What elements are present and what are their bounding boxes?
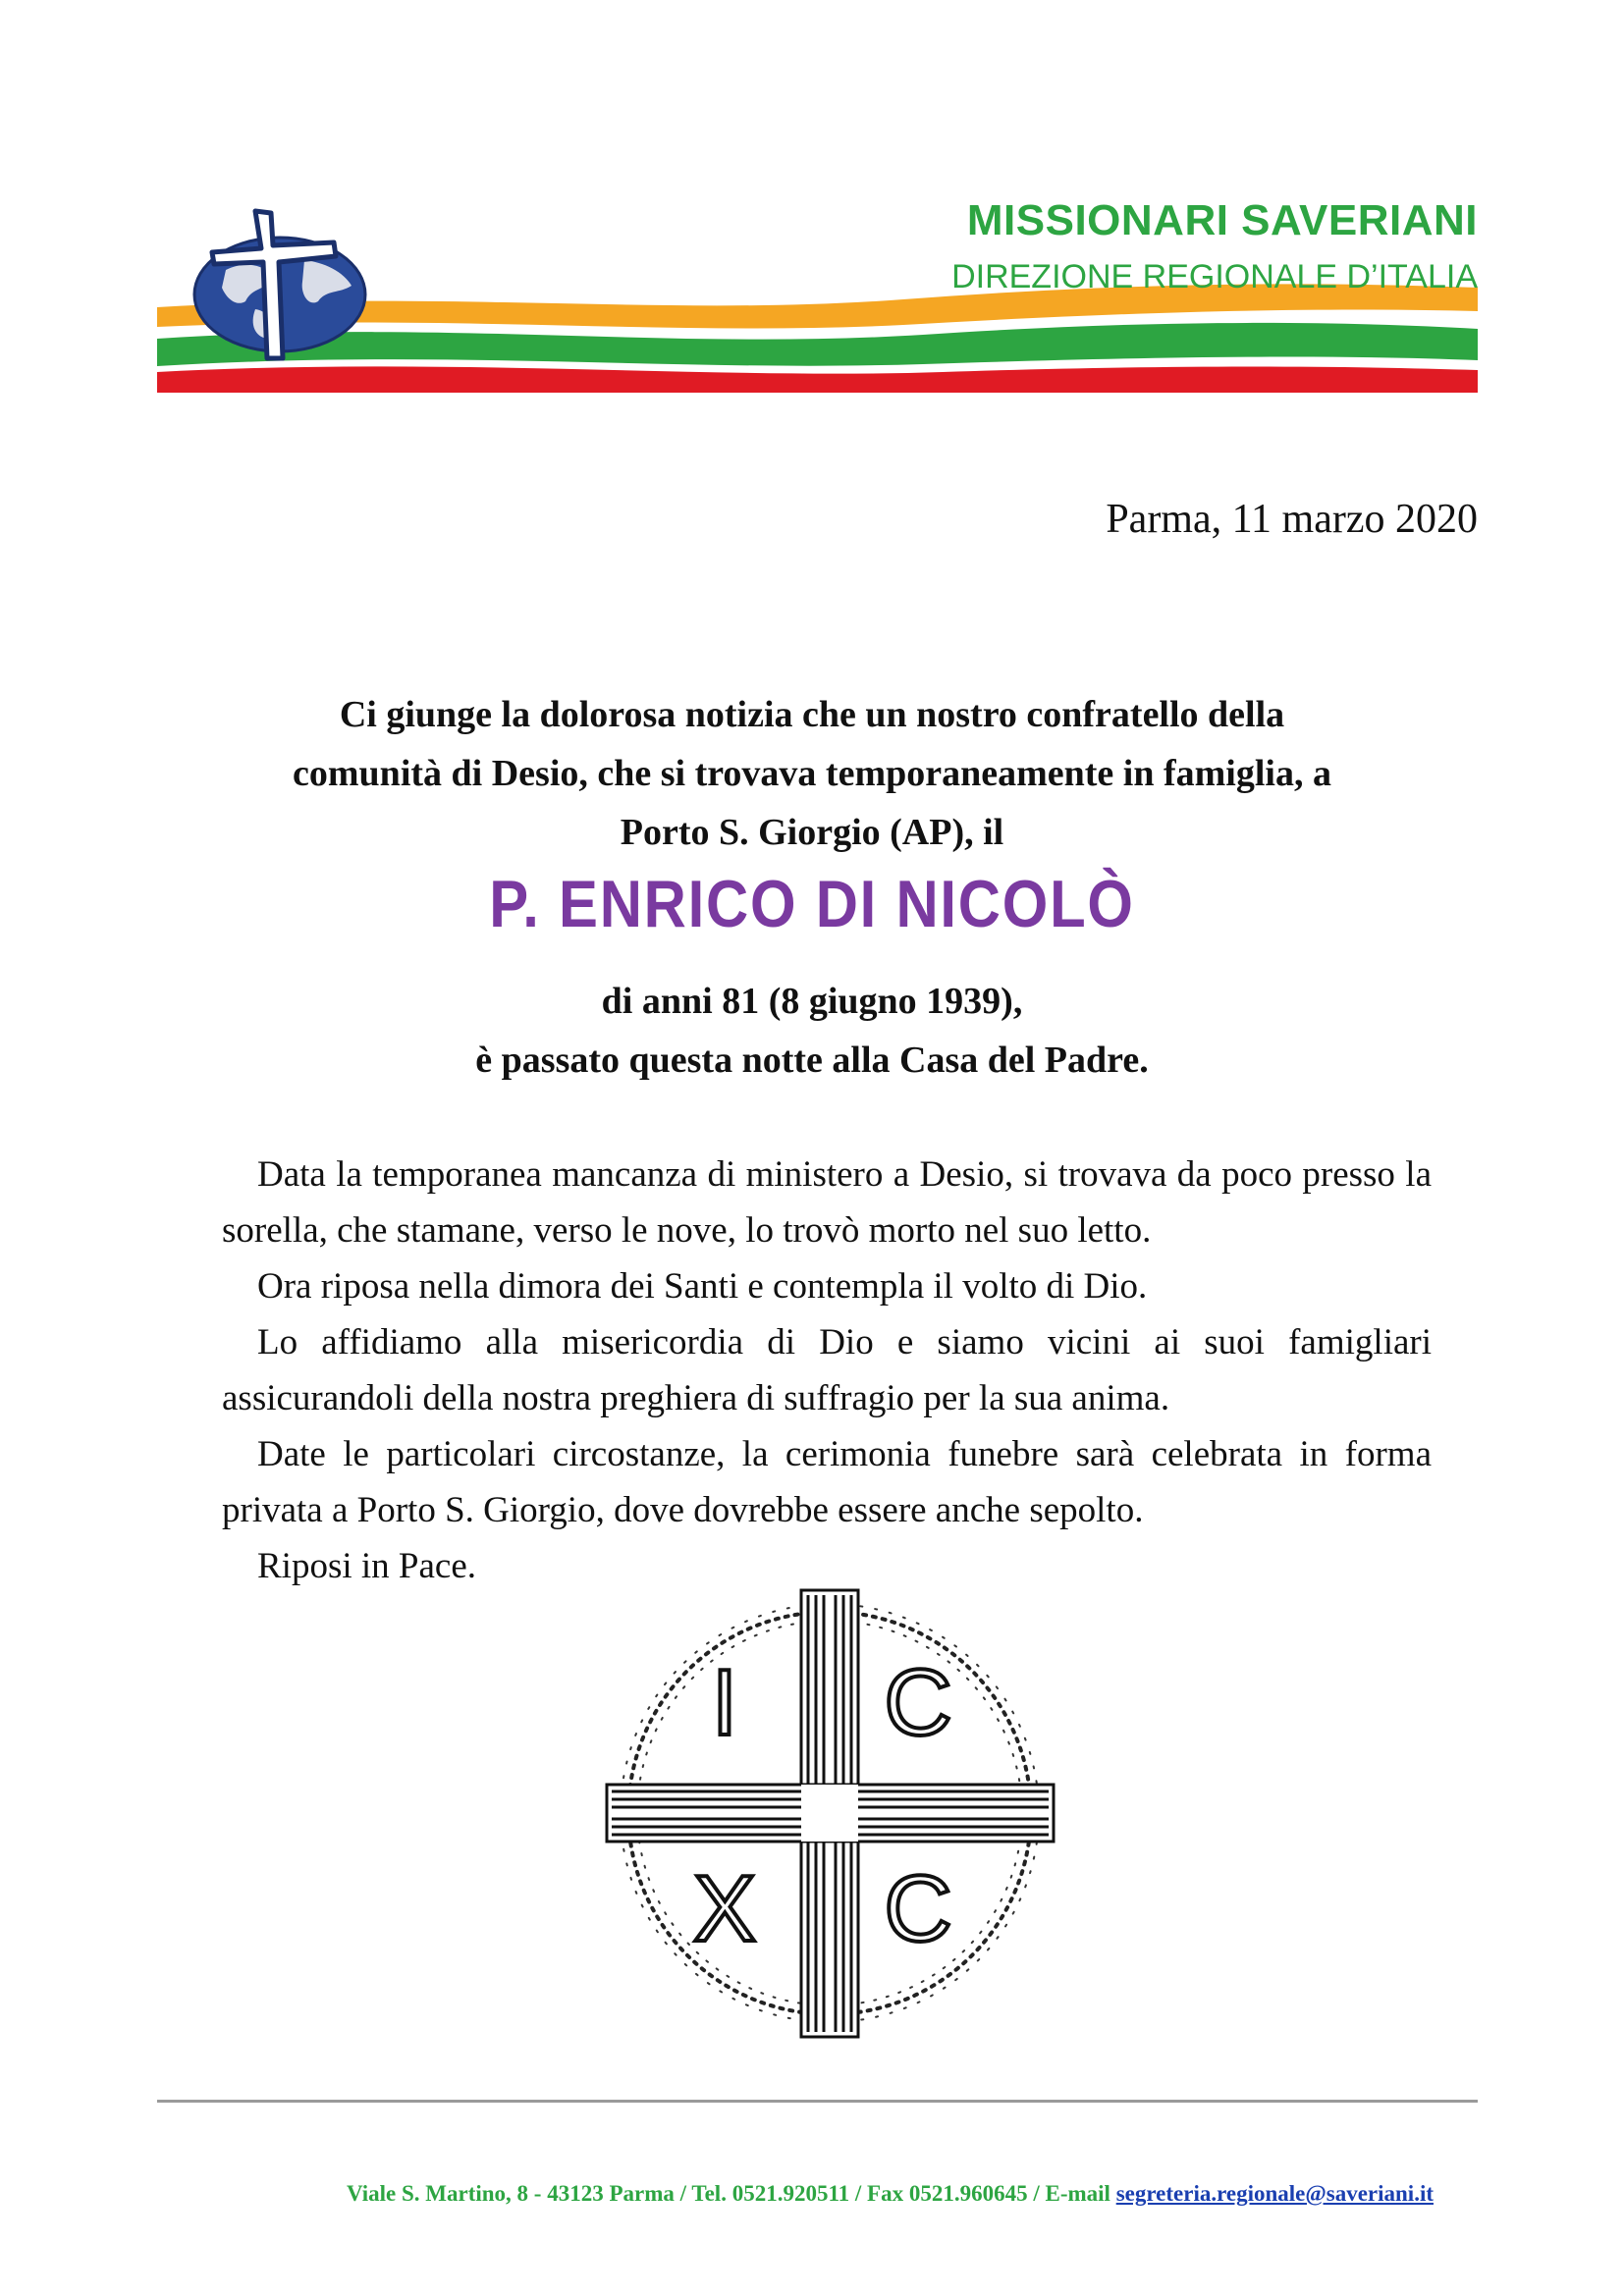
monogram-letter: I [711,1650,738,1755]
age-line: è passato questa notte alla Casa del Padre. [475,1040,1149,1081]
monogram-letter: C [884,1650,952,1755]
footer-address: Viale S. Martino, 8 - 43123 Parma / Tel. 0521.920511 / Fax 0521.960645 / E-mail [347,2181,1116,2206]
body-paragraph: Lo affidiamo alla misericordia di Dio e siamo vicini ai suoi famigliari assicurandoli della nostra preghiera di suffragio per la sua anima. [222,1322,1432,1418]
org-name: MISSIONARI SAVERIANI [966,196,1478,244]
announcement-intro [196,685,1428,862]
monogram-letter: X [692,1856,757,1961]
body-paragraph: Data la temporanea mancanza di ministero a Desio, si trovava da poco presso la sorella, che stamane, verso le nove, lo trovò morto nel suo letto. [222,1154,1432,1251]
letter-date: Parma, 11 marzo 2020 [1106,497,1478,542]
footer-divider [157,2100,1478,2103]
globe-cross-logo [194,211,365,358]
footer-email-link[interactable]: segreteria.regionale@saveriani.it [1115,2181,1434,2206]
body-paragraph: Riposi in Pace. [257,1546,477,1586]
announcement-age [196,972,1428,1090]
letter-body [222,1147,1432,1594]
intro-line: comunità di Desio, che si trovava temporaneamente in famiglia, a [293,753,1331,794]
body-paragraph: Ora riposa nella dimora dei Santi e contempla il volto di Dio. [257,1266,1148,1307]
deceased-name: P. ENRICO DI NICOLÒ [489,867,1135,941]
letterhead [157,191,1478,393]
ic-xc-cross-monogram [602,1585,1058,2042]
age-line: di anni 81 (8 giugno 1939), [601,981,1023,1022]
monogram-letter: C [884,1856,952,1961]
body-paragraph: Date le particolari circostanze, la cerimonia funebre sarà celebrata in forma privata a Porto S. Giorgio, dove dovrebbe essere anche sepolto. [222,1434,1432,1530]
intro-line: Porto S. Giorgio (AP), il [620,812,1004,853]
footer-contacts [157,2181,1434,2207]
org-subtitle: DIREZIONE REGIONALE D’ITALIA [951,258,1478,295]
intro-line: Ci giunge la dolorosa notizia che un nostro confratello della [339,694,1285,735]
